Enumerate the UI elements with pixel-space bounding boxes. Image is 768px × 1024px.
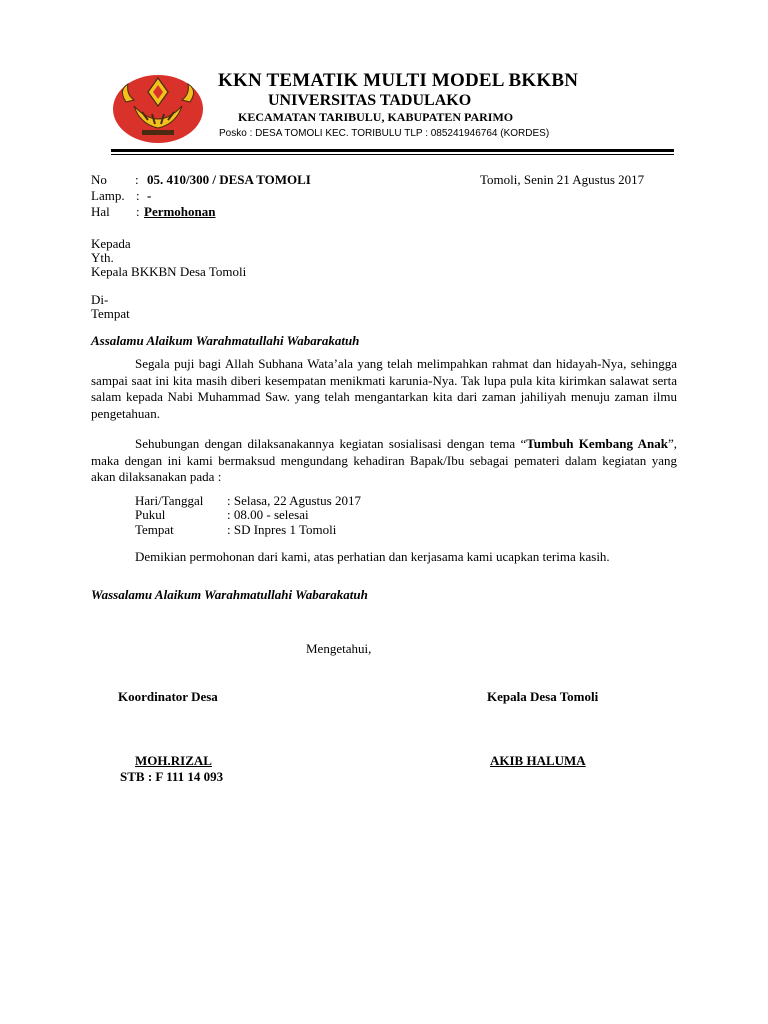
hal-value: Permohonan: [144, 204, 216, 219]
letter-number: 05. 410/300 / DESA TOMOLI: [147, 172, 311, 187]
left-signatory-id: STB : F 111 14 093: [120, 769, 224, 784]
schedule-value: : Selasa, 22 Agustus 2017: [227, 493, 361, 508]
schedule-label: Tempat: [135, 522, 174, 537]
letterhead-divider-thin: [111, 154, 674, 155]
left-signatory-title: Koordinator Desa: [118, 689, 218, 704]
lamp-label: Lamp.: [91, 188, 125, 203]
recipient-name: Kepala BKKBN Desa Tomoli: [91, 264, 247, 279]
letterhead-university: UNIVERSITAS TADULAKO: [268, 92, 472, 109]
paragraph-2-theme: Tumbuh Kembang Anak: [526, 436, 668, 451]
lamp-value: -: [147, 188, 152, 203]
letterhead-district: KECAMATAN TARIBULU, KABUPATEN PARIMO: [238, 110, 514, 124]
di: Di-: [91, 292, 109, 307]
schedule-value: : SD Inpres 1 Tomoli: [227, 522, 337, 537]
paragraph-2-b: ”, maka dengan ini kami bermaksud mengundang kehadiran Bapak/Ibu sebagai pemateri dalam kegiatan yang akan dilaksanakan pada :: [91, 436, 677, 484]
no-label: No: [91, 172, 107, 187]
tempat: Tempat: [91, 306, 130, 321]
hal-label: Hal: [91, 204, 110, 219]
paragraph-2-a: Sehubungan dengan dilaksanakannya kegiatan sosialisasi dengan tema “: [135, 436, 527, 451]
schedule-label: Hari/Tanggal: [135, 493, 204, 508]
lamp-sep: :: [136, 188, 140, 203]
hal-sep: :: [136, 204, 140, 219]
schedule-label: Pukul: [135, 507, 166, 522]
letterhead-title: KKN TEMATIK MULTI MODEL BKKBN: [218, 70, 579, 91]
closing-greeting: Wassalamu Alaikum Warahmatullahi Wabarakatuh: [91, 587, 368, 602]
university-emblem-icon: [112, 72, 204, 144]
paragraph-1: Segala puji bagi Allah Subhana Wata’ala yang telah melimpahkan rahmat dan hidayah-Nya, sehingga sampai saat ini kita masih diberi kesempatan menikmati karunia-Nya. Tak lupa pula kita kirimkan salawat serta salam kepada Nabi Muhammad Saw. yang telah mengantarkan kita dari zaman jahiliyah menuju zaman ilmu pengetahuan.: [91, 356, 677, 421]
paragraph-2: [91, 436, 677, 486]
greeting: Assalamu Alaikum Warahmatullahi Wabarakatuh: [91, 333, 360, 348]
yth: Yth.: [91, 250, 114, 265]
paragraph-3: Demikian permohonan dari kami, atas perhatian dan kerjasama kami ucapkan terima kasih.: [135, 549, 610, 564]
mengetahui: Mengetahui,: [306, 641, 372, 656]
letter-date: Tomoli, Senin 21 Agustus 2017: [480, 172, 645, 187]
letterhead-posko: Posko : DESA TOMOLI KEC. TORIBULU TLP : 085241946764 (KORDES): [219, 128, 550, 139]
schedule-value: : 08.00 - selesai: [227, 507, 309, 522]
right-signatory-title: Kepala Desa Tomoli: [487, 689, 599, 704]
kepada: Kepada: [91, 236, 131, 251]
left-signatory-name: MOH.RIZAL: [135, 753, 212, 768]
right-signatory-name: AKIB HALUMA: [490, 753, 586, 768]
letterhead-divider: [111, 149, 674, 152]
no-sep: :: [135, 172, 139, 187]
